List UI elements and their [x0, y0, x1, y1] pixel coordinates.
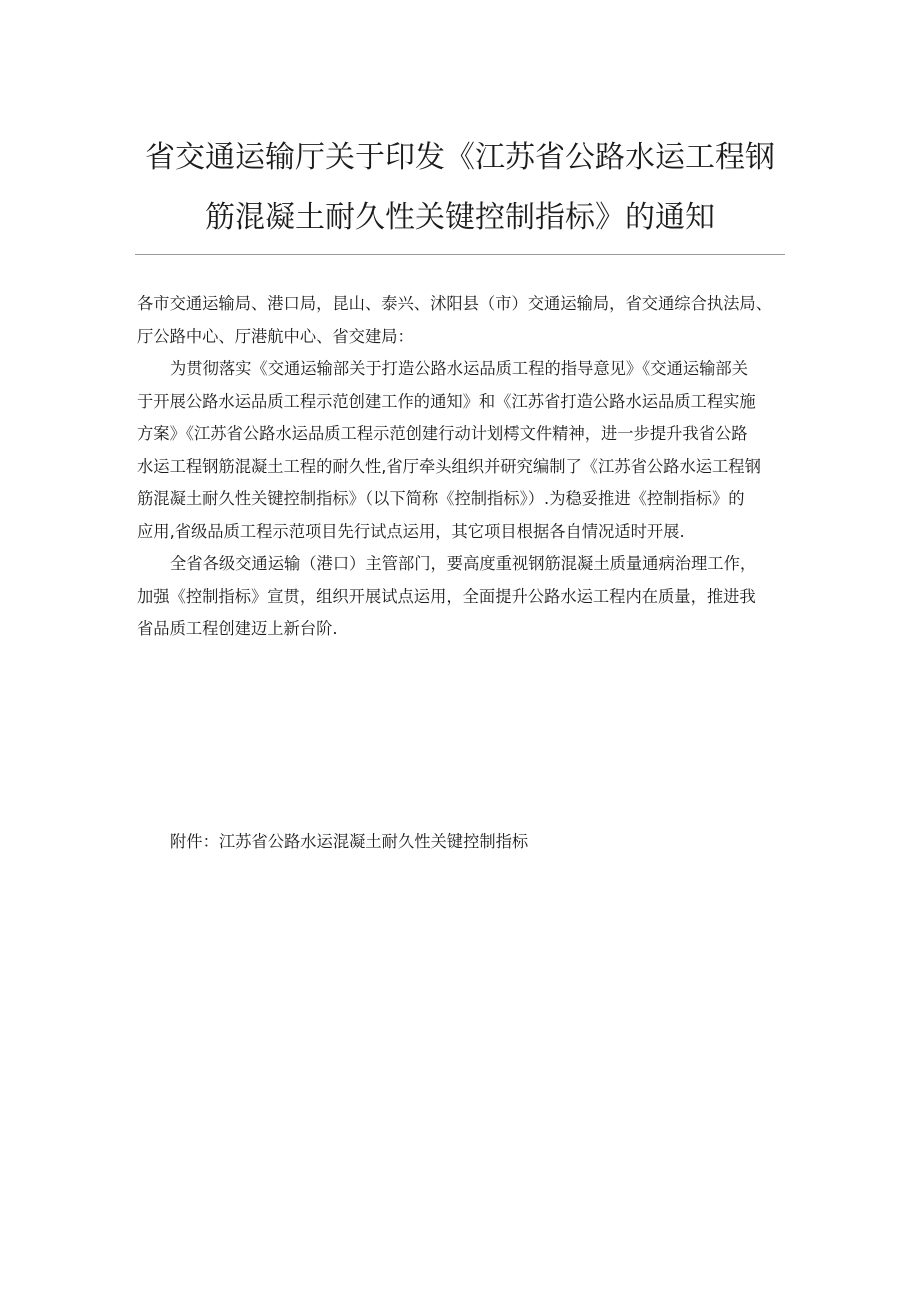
paragraph-1-line: 为贯彻落实《交通运输部关于打造公路水运品质工程的指导意见》《交通运输部关 [170, 359, 748, 378]
paragraph-1-line: 水运工程钢筋混凝土工程的耐久性,省厅牵头组织并研究编制了《江苏省公路水运工程钢 [137, 456, 761, 476]
paragraph-2-line: 全省各级交通运输（港口）主管部门，要高度重视钢筋混凝土质量通病治理工作， [170, 554, 757, 573]
salutation-line-1: 各市交通运输局、港口局，昆山、泰兴、沭阳县（市）交通运输局，省交通综合执法局、 [137, 294, 772, 313]
title-line-2: 筋混凝土耐久性关键控制指标》的通知 [205, 200, 715, 235]
title-divider [135, 254, 785, 255]
paragraph-1-line: 于开展公路水运品质工程示范创建工作的通知》和《江苏省打造公路水运品质工程实施 [137, 391, 756, 411]
title-line-1: 省交通运输厅关于印发《江苏省公路水运工程钢 [145, 140, 775, 175]
paragraph-2-line: 加强《控制指标》宣贯，组织开展试点运用，全面提升公路水运工程内在质量，推进我 [137, 586, 756, 606]
paragraph-1-line: 方案》《江苏省公路水运品质工程示范创建行动计划樗文件精神，进一步提升我省公路 [137, 424, 748, 443]
attachment-note: 附件：江苏省公路水运混凝土耐久性关键控制指标 [170, 832, 529, 851]
paragraph-1-line: 应用,省级品质工程示范项目先行试点运用，其它项目根据各自情况适时开展. [137, 521, 685, 541]
paragraph-1-line: 筋混凝土耐久性关键控制指标》（以下简称《控制指标》）.为稳妥推进《控制指标》的 [137, 489, 745, 508]
document-body [137, 288, 797, 646]
document-title [135, 128, 785, 248]
paragraph-2-line: 省品质工程创建迈上新台阶. [137, 619, 338, 638]
salutation-line-2: 厅公路中心、厅港航中心、省交建局： [137, 326, 414, 346]
